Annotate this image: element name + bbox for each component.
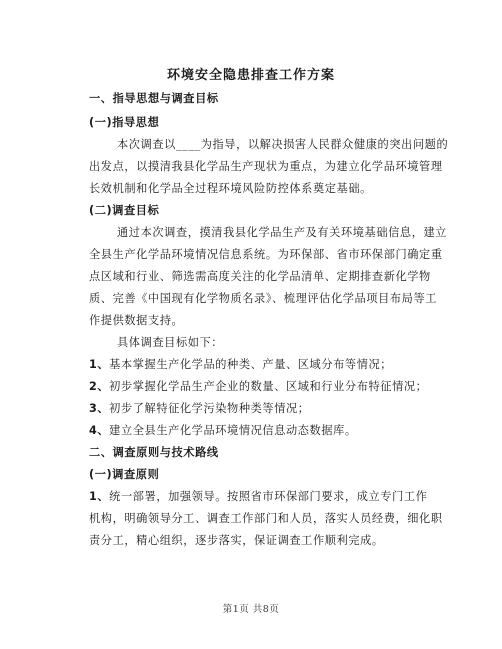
principle-text: 统一部署，加强领导。按照省市环保部门要求，成立专门工作: [109, 490, 428, 503]
goal-number: 2、: [89, 380, 110, 393]
goal-number: 1、: [89, 358, 110, 371]
paragraph-line: 出发点，以摸清我县化学品生产现状为重点，为建立化学品环境管理: [89, 160, 443, 173]
section-heading-1: 一、指导思想与调查目标: [89, 92, 219, 105]
goal-text: 初步了解特征化学污染物种类等情况；: [109, 402, 310, 415]
goals-intro: 具体调查目标如下：: [117, 336, 224, 349]
goal-text: 初步掌握化学品生产企业的数量、区域和行业分布特征情况；: [109, 380, 428, 393]
goal-item: [89, 402, 429, 416]
page-footer: 第1页 共8页: [222, 604, 280, 615]
paragraph-line: 责分工，精心组织，逐步落实，保证调查工作顺利完成。: [89, 534, 384, 547]
paragraph-line: 全县生产化学品环境情况信息系统。为环保部、省市环保部门确定重: [89, 248, 443, 261]
principle-number: 1、: [89, 490, 110, 503]
paragraph-line: 点区域和行业、筛选需高度关注的化学品清单、定期排查新化学物: [89, 270, 431, 283]
goal-item: [89, 358, 429, 372]
goal-number: 3、: [89, 402, 110, 415]
goal-number: 4、: [89, 424, 110, 437]
paragraph-line: 长效机制和化学品全过程环境风险防控体系奠定基础。: [89, 182, 372, 195]
subsection-heading-goals: (二)调查目标: [89, 204, 160, 217]
subsection-heading-guiding: (一)指导思想: [89, 116, 160, 129]
paragraph-line: 本次调查以____为指导，以解决损害人民群众健康的突出问题的: [117, 138, 449, 151]
paragraph-line: 通过本次调查，摸清我县化学品生产及有关环境基础信息，建立: [117, 226, 448, 239]
paragraph-line: 作提供数据支持。: [89, 314, 184, 327]
principle-item: [89, 490, 429, 504]
goal-item: [89, 424, 429, 438]
goal-text: 建立全县生产化学品环境情况信息动态数据库。: [109, 424, 357, 437]
paragraph-line: 质、完善《中国现有化学物质名录》、梳理评估化学品项目布局等工: [89, 292, 438, 305]
section-heading-2: 二、调查原则与技术路线: [89, 446, 219, 459]
document-title: 环境安全隐患排查工作方案: [166, 68, 335, 83]
goal-text: 基本掌握生产化学品的种类、产量、区域分布等情况；: [109, 358, 393, 371]
paragraph-line: 机构，明确领导分工、调查工作部门和人员，落实人员经费，细化职: [89, 512, 443, 525]
goal-item: [89, 380, 429, 394]
subsection-heading-principles: (一)调查原则: [89, 468, 160, 481]
